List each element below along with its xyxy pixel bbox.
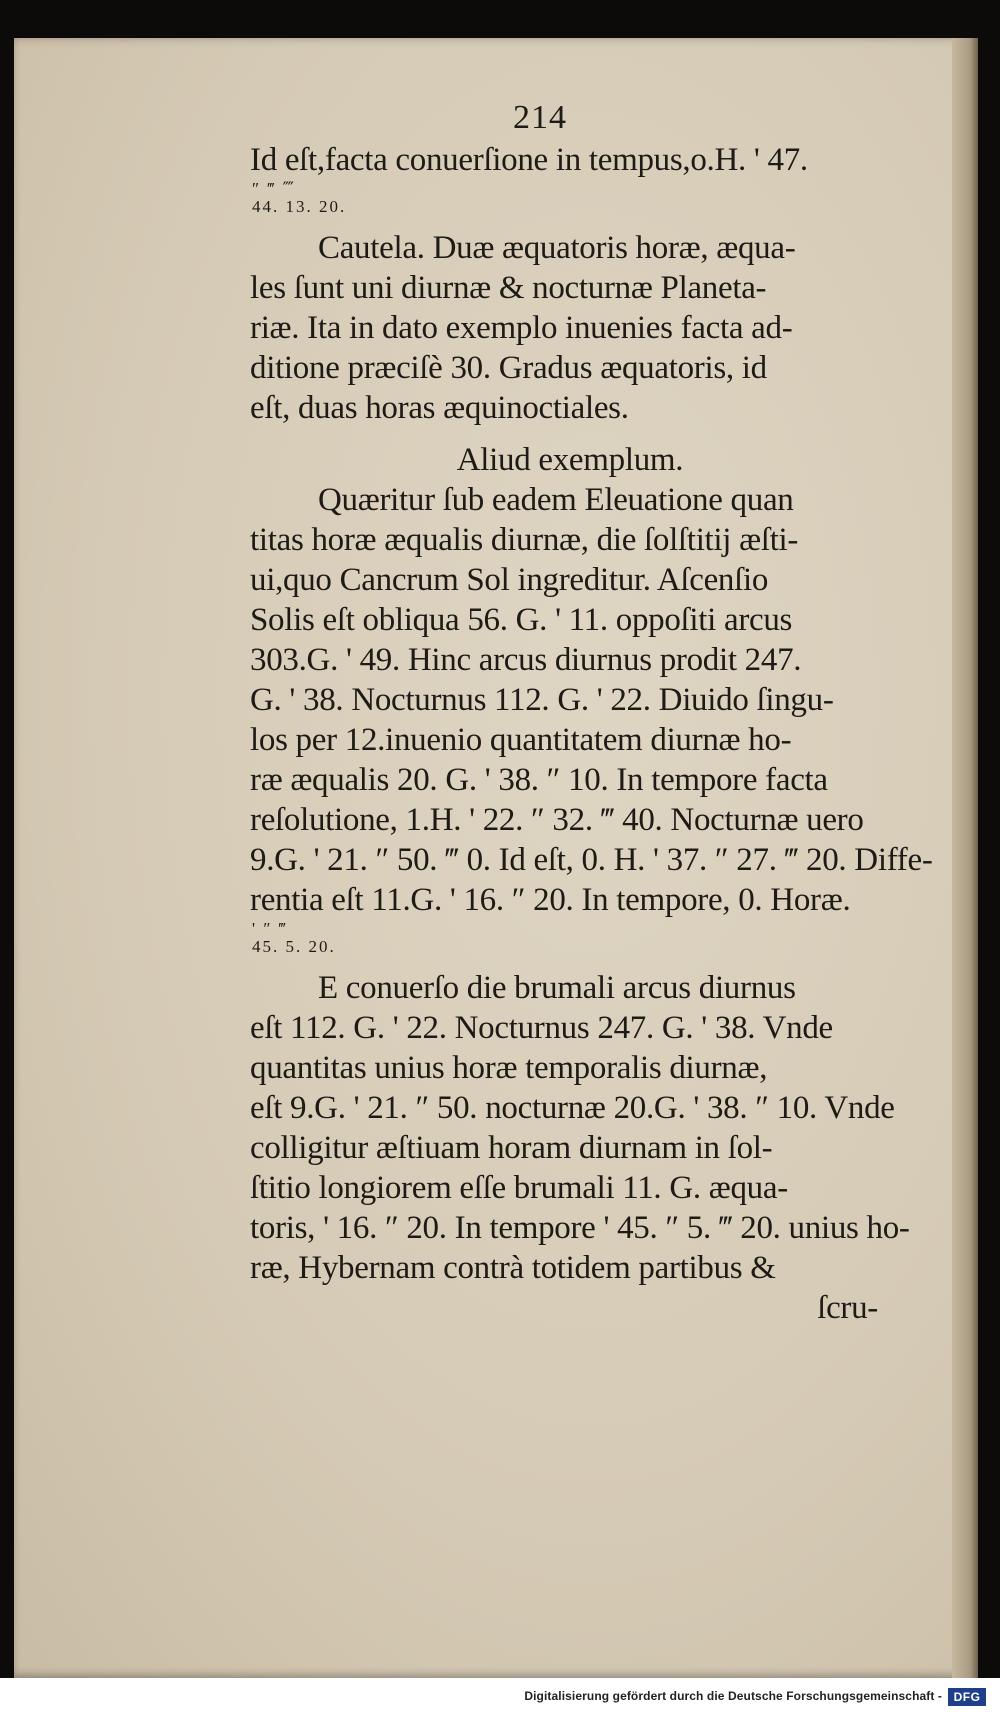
text-line: ræ æqualis 20. G. ' 38. ″ 10. In tempore facta <box>250 762 828 798</box>
text-line: eſt, duas horas æquinoctiales. <box>250 390 629 426</box>
text-line: ræ, Hybernam contrà totidem partibus & <box>250 1250 776 1286</box>
paragraph-first-line: Quæritur ſub eadem Eleuatione quan <box>318 482 794 518</box>
sexagesimal-marks-line: 45. 5. 20. <box>252 937 336 956</box>
text-lines <box>250 140 950 1328</box>
page-number: 214 <box>513 99 567 136</box>
text-line: G. ' 38. Nocturnus 112. G. ' 22. Diuido ſingu- <box>250 682 834 718</box>
text-line: toris, ' 16. ″ 20. In tempore ' 45. ″ 5. ‴ 20. unius ho- <box>250 1210 910 1246</box>
paragraph-gap <box>250 428 950 440</box>
text-line: eſt 9.G. ' 21. ″ 50. nocturnæ 20.G. ' 38. ″ 10. Vnde <box>250 1090 895 1126</box>
page-text-block <box>250 98 950 1328</box>
paragraph-first-line: E conuerſo die brumali arcus diurnus <box>318 970 796 1006</box>
paragraph-gap <box>250 216 950 228</box>
text-line: 303.G. ' 49. Hinc arcus diurnus prodit 247. <box>250 642 802 678</box>
catchword: ſcru- <box>817 1290 878 1326</box>
text-line: Solis eſt obliqua 56. G. ' 11. oppoſiti arcus <box>250 602 793 638</box>
text-line: los per 12.inuenio quantitatem diurnæ ho- <box>250 722 792 758</box>
text-line: ſtitio longiorem eſſe brumali 11. G. æqua- <box>250 1170 788 1206</box>
text-line: les ſunt uni diurnæ & nocturnæ Planeta- <box>250 270 767 306</box>
sexagesimal-marks-line: ' ″ ‴ <box>252 919 288 938</box>
text-line: quantitas unius horæ temporalis diurnæ, <box>250 1050 768 1086</box>
sexagesimal-marks-line: 44. 13. 20. <box>252 197 347 216</box>
dfg-logo: DFG <box>948 1688 986 1706</box>
footer-strip <box>0 1678 1000 1712</box>
text-line: eſt 112. G. ' 22. Nocturnus 247. G. ' 38. Vnde <box>250 1010 833 1046</box>
sexagesimal-marks-line: ″ ‴ ⁗ <box>252 179 296 198</box>
text-line: ui,quo Cancrum Sol ingreditur. Aſcenſio <box>250 562 769 598</box>
text-line: Id eſt,facta conuerſione in tempus,o.H. ' 47. <box>250 142 808 178</box>
footer-credit: Digitalisierung gefördert durch die Deutsche Forschungsgemeinschaft - <box>524 1689 942 1703</box>
paragraph-first-line: Cautela. Duæ æquatoris horæ, æqua- <box>318 230 796 266</box>
text-line: 9.G. ' 21. ″ 50. ‴ 0. Id eſt, 0. H. ' 37. ″ 27. ‴ 20. Diffe- <box>250 842 933 878</box>
text-line: riæ. Ita in dato exemplo inuenies facta ad- <box>250 310 793 346</box>
text-line: colligitur æſtiuam horam diurnam in ſol- <box>250 1130 773 1166</box>
text-line: titas horæ æqualis diurnæ, die ſolſtitij æſti- <box>250 522 799 558</box>
text-line: ditione præciſè 30. Gradus æquatoris, id <box>250 350 767 386</box>
text-line: reſolutione, 1.H. ' 22. ″ 32. ‴ 40. Nocturnæ uero <box>250 802 864 838</box>
text-line: rentia eſt 11.G. ' 16. ″ 20. In tempore, 0. Horæ. <box>250 882 851 918</box>
page-fore-edge <box>952 38 978 1678</box>
paragraph-gap <box>250 956 950 968</box>
section-heading: Aliud exemplum. <box>456 442 684 478</box>
